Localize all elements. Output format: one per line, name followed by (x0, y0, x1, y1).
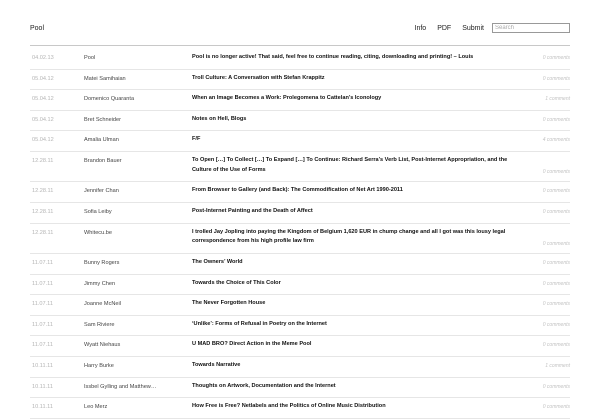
post-date: 11.07.11 (32, 301, 53, 308)
post-author[interactable]: Jimmy Chen (84, 280, 116, 287)
post-author[interactable]: Domenico Quaranta (84, 96, 135, 103)
post-date: 11.07.11 (32, 259, 53, 266)
post-row (30, 316, 570, 337)
post-author[interactable]: Sam Riviere (84, 321, 115, 328)
post-comments-link[interactable]: 0 comments (542, 259, 570, 266)
post-author[interactable]: Amalia Ulman (84, 137, 119, 144)
post-row (30, 398, 570, 419)
post-author[interactable]: Whitecu.be (84, 229, 112, 236)
post-date: 05.04.12 (32, 96, 54, 103)
post-row (30, 70, 570, 91)
post-author[interactable]: Matei Samihaian (84, 75, 126, 82)
post-row (30, 295, 570, 316)
post-author[interactable]: Wyatt Niehaus (84, 342, 121, 349)
post-row (30, 254, 570, 275)
post-comments-link[interactable]: 0 comments (542, 75, 570, 82)
post-date: 10.11.11 (32, 383, 53, 390)
post-date: 11.07.11 (32, 321, 53, 328)
search-input[interactable] (492, 23, 570, 33)
post-date: 11.07.11 (32, 280, 53, 287)
post-comments-link[interactable]: 0 comments (542, 55, 570, 61)
post-author[interactable]: Bret Schneider (84, 116, 122, 123)
post-date: 10.11.11 (32, 404, 53, 411)
nav-pdf-link[interactable]: PDF (437, 24, 452, 32)
post-title-link[interactable]: From Browser to Gallery (and Back): The Commodification of Net Art 1990-2011 (192, 187, 403, 194)
post-title-link[interactable]: Towards Narrative (192, 361, 241, 368)
post-author[interactable]: Joanne McNeil (84, 301, 121, 308)
post-date: 12.28.11 (32, 229, 54, 236)
post-title-link[interactable]: Thoughts on Artwork, Documentation and the Internet (192, 382, 336, 389)
post-title-link[interactable]: Pool is no longer active! That said, feel free to continue reading, citing, downloading and printing! – Louis (192, 54, 474, 60)
post-title-link[interactable]: I trolled Jay Jopling into paying the Kingdom of Belgium 1,620 EUR in chump change and all I got was this lousy legal correspondence from his high profile law firm (192, 228, 506, 245)
post-row (30, 275, 570, 296)
post-comments-link[interactable]: 0 comments (542, 168, 570, 175)
post-title-link[interactable]: The Never Forgotten House (192, 300, 266, 307)
post-row (30, 378, 570, 399)
post-comments-link[interactable]: 0 comments (542, 321, 570, 328)
post-row (30, 203, 570, 224)
post-author[interactable]: Pool (84, 55, 96, 61)
post-comments-link[interactable]: 0 comments (542, 342, 570, 349)
site-header (30, 0, 570, 46)
post-comments-link[interactable]: 0 comments (542, 188, 570, 195)
post-comments-link[interactable]: 1 comment (545, 362, 570, 369)
post-comments-link[interactable]: 0 comments (542, 116, 570, 123)
post-comments-link[interactable]: 0 comments (542, 301, 570, 308)
post-title-link[interactable]: The Owners’ World (192, 258, 243, 265)
post-date: 05.04.12 (32, 137, 54, 144)
post-comments-link[interactable]: 0 comments (542, 208, 570, 215)
post-row (30, 182, 570, 203)
post-title-link[interactable]: Towards the Choice of This Color (192, 279, 281, 286)
post-comments-link[interactable]: 0 comments (542, 280, 570, 287)
post-row (30, 152, 570, 182)
post-title-link[interactable]: When an Image Becomes a Work: Prolegomena to Cattelan’s Iconology (192, 95, 382, 102)
post-title-link[interactable]: How Free is Free? Netlabels and the Politics of Online Music Distribution (192, 403, 386, 410)
post-row (30, 49, 570, 70)
post-date: 05.04.12 (32, 75, 54, 82)
post-title-link[interactable]: U MAD BRO? Direct Action in the Meme Pool (192, 341, 312, 348)
main-nav (415, 23, 570, 33)
post-date: 04.02.13 (32, 55, 54, 61)
post-row (30, 131, 570, 152)
post-author[interactable]: Sofia Leiby (84, 208, 112, 215)
nav-info-link[interactable]: Info (414, 24, 427, 32)
post-author[interactable]: Leo Merz (84, 404, 108, 411)
post-date: 11.07.11 (32, 342, 53, 349)
post-title-link[interactable]: To Open […] To Collect […] To Expand […] To Continue: Richard Serra’s Verb List, Post-Internet Appropriation, and the Culture of the Use of Forms (192, 156, 508, 173)
post-comments-link[interactable]: 1 comment (545, 96, 570, 103)
post-row (30, 224, 570, 254)
post-title-link[interactable]: Notes on Hell, Blogs (192, 115, 247, 122)
post-title-link[interactable]: Post-Internet Painting and the Death of Affect (192, 207, 313, 214)
post-comments-link[interactable]: 0 comments (542, 404, 570, 411)
nav-submit-link[interactable]: Submit (462, 24, 484, 32)
post-author[interactable]: Harry Burke (84, 362, 114, 369)
post-date: 12.28.11 (32, 208, 54, 215)
post-author[interactable]: Bunny Rogers (84, 259, 120, 266)
post-date: 12.28.11 (32, 188, 54, 195)
post-title-link[interactable]: F/F (192, 136, 201, 143)
site-title[interactable]: Pool (30, 25, 45, 32)
post-author[interactable]: Brandon Bauer (84, 157, 122, 164)
post-comments-link[interactable]: 0 comments (542, 240, 570, 247)
post-comments-link[interactable]: 0 comments (542, 383, 570, 390)
post-date: 05.04.12 (32, 116, 54, 123)
post-row (30, 357, 570, 378)
post-row (30, 336, 570, 357)
post-row (30, 111, 570, 132)
post-title-link[interactable]: Troll Culture: A Conversation with Stefan Krappitz (192, 74, 325, 81)
post-row (30, 90, 570, 111)
post-list (30, 49, 570, 419)
post-date: 12.28.11 (32, 157, 54, 164)
post-author[interactable]: Issbel Gylling and Matthew… (84, 383, 157, 390)
post-comments-link[interactable]: 4 comments (542, 137, 570, 144)
post-title-link[interactable]: ‘Unlike’: Forms of Refusal in Poetry on the Internet (192, 320, 327, 327)
post-author[interactable]: Jennifer Chan (84, 188, 119, 195)
post-date: 10.11.11 (32, 362, 53, 369)
